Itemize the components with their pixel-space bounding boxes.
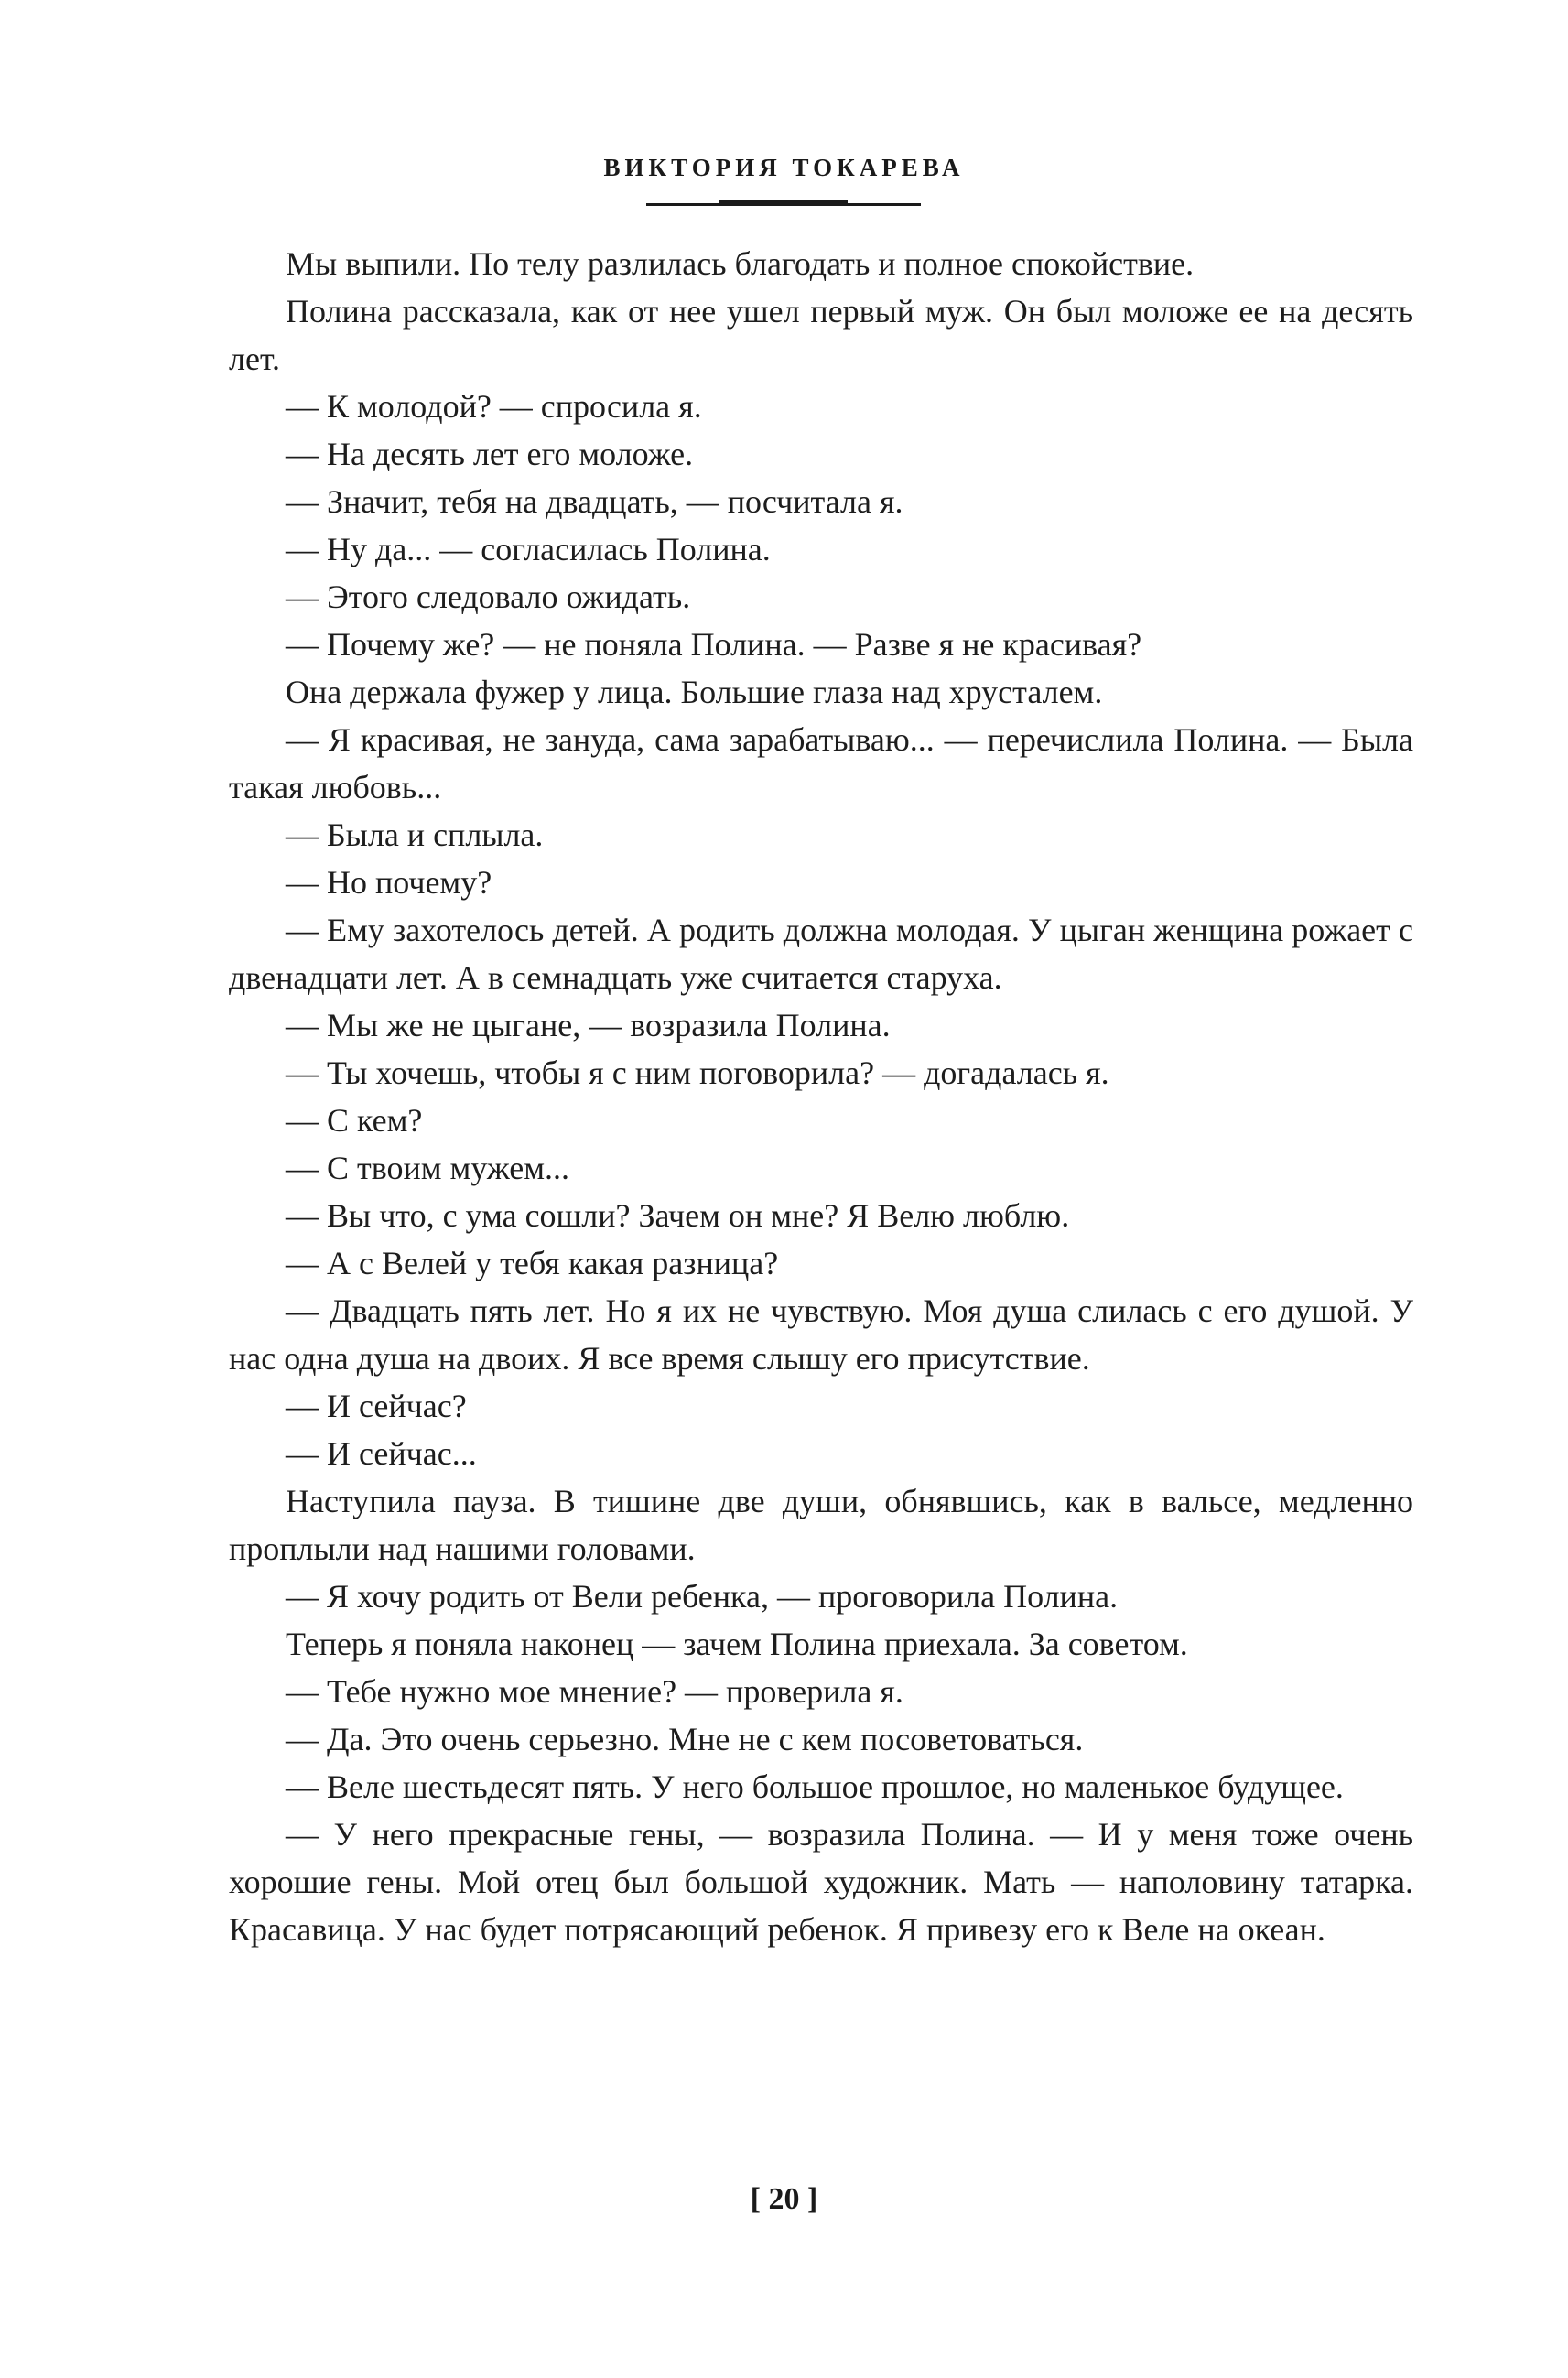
paragraph: Наступила пауза. В тишине две души, обнявшись, как в вальсе, медленно проплыли над нашими головами. <box>229 1483 1413 1567</box>
paragraph: — И сейчас? <box>286 1388 467 1424</box>
paragraph: — У него прекрасные гены, — возразила Полина. — И у меня тоже очень хорошие гены. Мой отец был большой художник. Мать — наполовину татарка. Красавица. У нас будет потрясающий ребенок. Я привезу его к Веле на океан. <box>229 1816 1413 1948</box>
paragraph: Теперь я поняла наконец — зачем Полина приехала. За советом. <box>286 1626 1188 1662</box>
paragraph: Она держала фужер у лица. Большие глаза над хрусталем. <box>286 674 1103 710</box>
paragraph: — Веле шестьдесят пять. У него большое прошлое, но маленькое будущее. <box>286 1768 1344 1805</box>
paragraph: — Тебе нужно мое мнение? — проверила я. <box>286 1673 903 1710</box>
paragraph: — И сейчас... <box>286 1435 477 1472</box>
header-rule-accent <box>719 200 848 206</box>
paragraph: — Я красивая, не зануда, сама зарабатываю... — перечислила Полина. — Была такая любовь... <box>229 721 1413 805</box>
paragraph: — Я хочу родить от Вели ребенка, — проговорила Полина. <box>286 1578 1119 1615</box>
paragraph: — К молодой? — спросила я. <box>286 388 702 425</box>
paragraph: — Вы что, с ума сошли? Зачем он мне? Я Велю люблю. <box>286 1197 1070 1234</box>
paragraph: — Почему же? — не поняла Полина. — Разве я не красивая? <box>286 626 1142 663</box>
paragraph: — Была и сплыла. <box>286 816 544 853</box>
running-header: ВИКТОРИЯ ТОКАРЕВА <box>603 154 965 181</box>
page-number: [ 20 ] <box>750 2182 818 2216</box>
paragraph: Полина рассказала, как от нее ушел первый муж. Он был моложе ее на десять лет. <box>229 293 1413 377</box>
paragraph: — Этого следовало ожидать. <box>286 578 691 615</box>
paragraph: — Ему захотелось детей. А родить должна молодая. У цыган женщина рожает с двенадцати лет. А в семнадцать уже считается старуха. <box>229 912 1413 996</box>
paragraph: — Ну да... — согласилась Полина. <box>286 531 771 567</box>
paragraph: — Ты хочешь, чтобы я с ним поговорила? — догадалась я. <box>286 1054 1109 1091</box>
paragraph: — Да. Это очень серьезно. Мне не с кем посоветоваться. <box>286 1721 1084 1757</box>
text-body <box>229 240 1413 1953</box>
paragraph: — На десять лет его моложе. <box>286 436 694 472</box>
paragraph: — Значит, тебя на двадцать, — посчитала я. <box>286 483 903 520</box>
paragraph: Мы выпили. По телу разлилась благодать и полное спокойствие. <box>286 245 1195 282</box>
paragraph: — С твоим мужем... <box>286 1150 570 1186</box>
paragraph: — Но почему? <box>286 864 492 901</box>
paragraph: — Двадцать пять лет. Но я их не чувствую. Моя душа слилась с его душой. У нас одна душа на двоих. Я все время слышу его присутствие. <box>229 1292 1413 1377</box>
paragraph: — А с Велей у тебя какая разница? <box>286 1245 779 1281</box>
paragraph: — Мы же не цыгане, — возразила Полина. <box>286 1007 891 1043</box>
paragraph: — С кем? <box>286 1102 423 1139</box>
